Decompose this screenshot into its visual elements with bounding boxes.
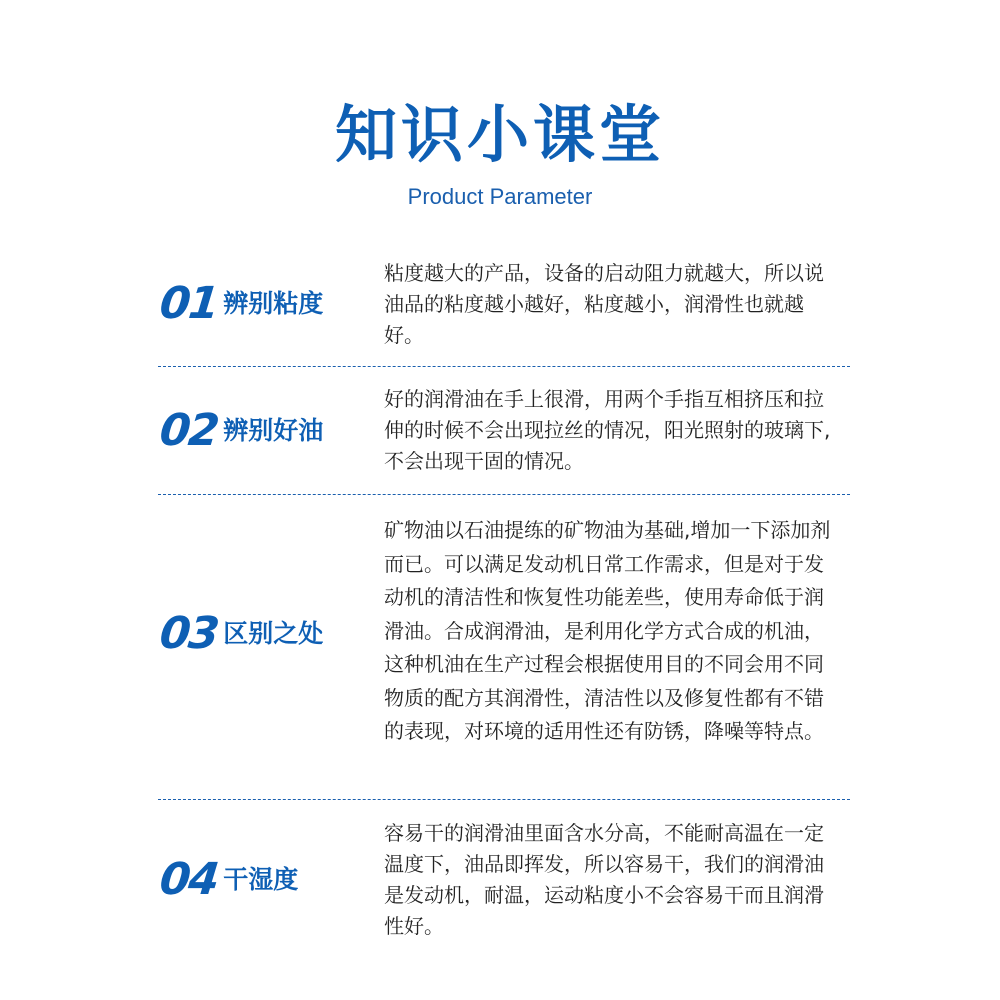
item-body: 容易干的润滑油里面含水分高，不能耐高温在一定温度下，油品即挥发，所以容易干，我们的润滑油是发动机，耐温，运动粘度小不会容易干而且润滑性好。 bbox=[384, 821, 824, 938]
item-label bbox=[157, 608, 382, 659]
item-number: 04 bbox=[157, 854, 220, 905]
divider bbox=[158, 799, 850, 800]
divider bbox=[158, 494, 850, 495]
item-body: 粘度越大的产品，设备的启动阻力就越大，所以说油品的粘度越小越好，粘度越小，润滑性也就越好。 bbox=[384, 261, 824, 347]
item-label bbox=[157, 854, 382, 905]
item-heading: 辨别好油 bbox=[223, 416, 324, 445]
knowledge-item-04 bbox=[157, 818, 850, 942]
item-label bbox=[157, 405, 382, 456]
item-body: 好的润滑油在手上很滑，用两个手指互相挤压和拉伸的时候不会出现拉丝的情况，阳光照射的玻璃下,不会出现干固的情况。 bbox=[384, 387, 831, 473]
knowledge-item-01 bbox=[157, 258, 850, 350]
item-heading: 干湿度 bbox=[223, 865, 299, 894]
page-subtitle: Product Parameter bbox=[407, 184, 593, 209]
item-heading: 区别之处 bbox=[223, 619, 324, 648]
divider bbox=[158, 366, 850, 367]
header bbox=[0, 92, 1000, 212]
item-number: 02 bbox=[157, 405, 220, 456]
knowledge-item-03 bbox=[157, 512, 850, 778]
item-label bbox=[157, 278, 382, 329]
item-number: 03 bbox=[157, 608, 220, 659]
item-heading: 辨别粘度 bbox=[223, 289, 324, 318]
knowledge-item-02 bbox=[157, 384, 850, 478]
item-body: 矿物油以石油提练的矿物油为基础,增加一下添加剂而已。可以满足发动机日常工作需求，但是对于发动机的清洁性和恢复性功能差些，使用寿命低于润滑油。合成润滑油，是利用化学方式合成的机油，这种机油在生产过程会根据使用目的不同会用不同物质的配方其润滑性，清洁性以及修复性都有不错的表现，对环境的适用性还有防锈，降噪等特点。 bbox=[384, 518, 831, 743]
item-number: 01 bbox=[157, 278, 220, 329]
page-title: 知识小课堂 bbox=[334, 98, 665, 171]
